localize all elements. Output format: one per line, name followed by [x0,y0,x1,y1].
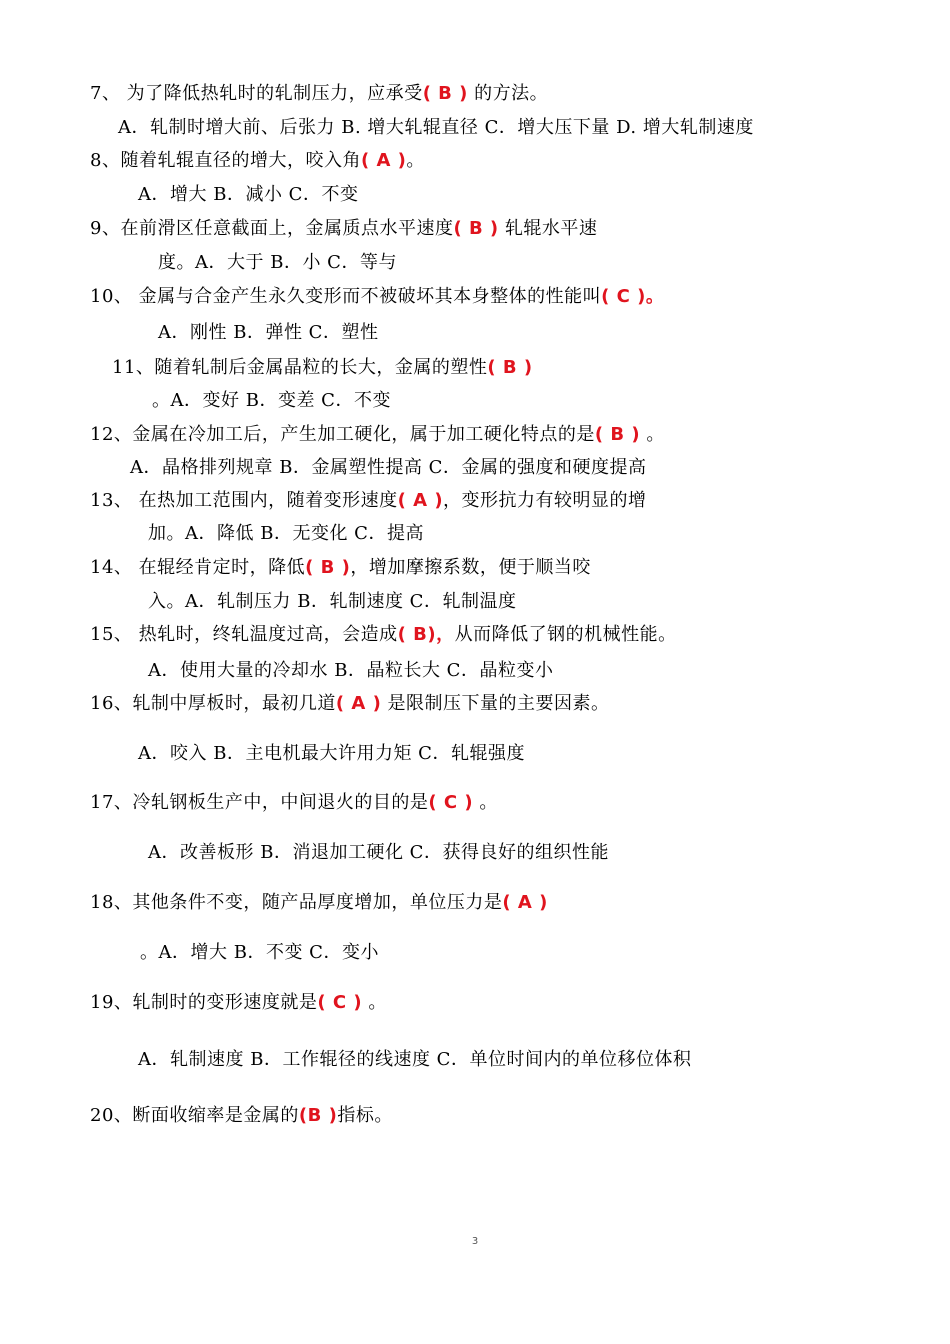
options-11: 。A．变好 B．变差 C．不变 [152,390,391,411]
answer-19: ( C ) [317,992,363,1013]
question-14: 14、 在辊经肯定时，降低( B )，增加摩擦系数，便于顺当咬 [90,557,591,578]
options-16: A．咬入 B．主电机最大许用力矩 C．轧辊强度 [138,743,525,764]
question-18: 18、其他条件不变，随产品厚度增加，单位压力是( A ) [90,892,548,913]
answer-17: ( C ) [428,792,474,813]
question-19: 19、轧制时的变形速度就是( C ) 。 [90,992,387,1013]
question-10: 10、 金属与合金产生永久变形而不被破坏其本身整体的性能叫( C )。 [90,286,665,307]
options-17: A．改善板形 B．消退加工硬化 C．获得良好的组织性能 [148,842,609,863]
question-17: 17、冷轧钢板生产中，中间退火的目的是( C ) 。 [90,792,498,813]
answer-13: ( A ) [397,490,444,511]
options-12: A．晶格排列规章 B．金属塑性提高 C．金属的强度和硬度提高 [130,457,647,478]
answer-9: ( B ) [453,218,499,239]
question-8: 8、随着轧辊直径的增大，咬入角( A )。 [90,150,425,171]
options-7: A．轧制时增大前、后张力 B. 增大轧辊直径 C．增大压下量 D. 增大轧制速度 [118,117,754,138]
answer-15: ( B)， [397,624,455,645]
question-20: 20、断面收缩率是金属的(B )指标。 [90,1105,393,1126]
question-15: 15、 热轧时，终轧温度过高，会造成( B)，从而降低了钢的机械性能。 [90,624,677,645]
question-16: 16、轧制中厚板时，最初几道( A ) 是限制压下量的主要因素。 [90,693,610,714]
options-15: A．使用大量的冷却水 B．晶粒长大 C．晶粒变小 [148,660,554,681]
options-18: 。A．增大 B．不变 C．变小 [140,942,379,963]
options-9: 度。A．大于 B．小 C．等与 [158,252,397,273]
answer-20: (B ) [298,1105,338,1126]
question-12: 12、金属在冷加工后，产生加工硬化，属于加工硬化特点的是( B ) 。 [90,424,665,445]
question-13: 13、 在热加工范围内，随着变形速度( A )，变形抗力有较明显的增 [90,490,647,511]
page-number: 3 [471,1236,479,1247]
answer-12: ( B ) [594,424,641,445]
question-11: 11、随着轧制后金属晶粒的长大，金属的塑性( B ) [112,357,533,378]
options-13: 加。A．降低 B．无变化 C．提高 [148,523,424,544]
answer-11: ( B ) [487,357,533,378]
answer-7: ( B ) [422,83,468,104]
options-10: A．刚性 B．弹性 C．塑性 [158,322,379,343]
answer-16: ( A ) [335,693,382,714]
answer-10: ( C )。 [601,286,665,307]
answer-18: ( A ) [502,892,548,913]
question-9: 9、在前滑区任意截面上，金属质点水平速度( B ) 轧辊水平速 [90,218,598,239]
question-7: 7、 为了降低热轧时的轧制压力，应承受( B ) 的方法。 [90,83,549,104]
answer-14: ( B ) [305,557,351,578]
options-14: 入。A．轧制压力 B．轧制速度 C．轧制温度 [148,591,517,612]
options-8: A．增大 B．减小 C．不变 [138,184,359,205]
options-19: A．轧制速度 B．工作辊径的线速度 C．单位时间内的单位移位体积 [138,1049,692,1070]
answer-8: ( A ) [360,150,407,171]
